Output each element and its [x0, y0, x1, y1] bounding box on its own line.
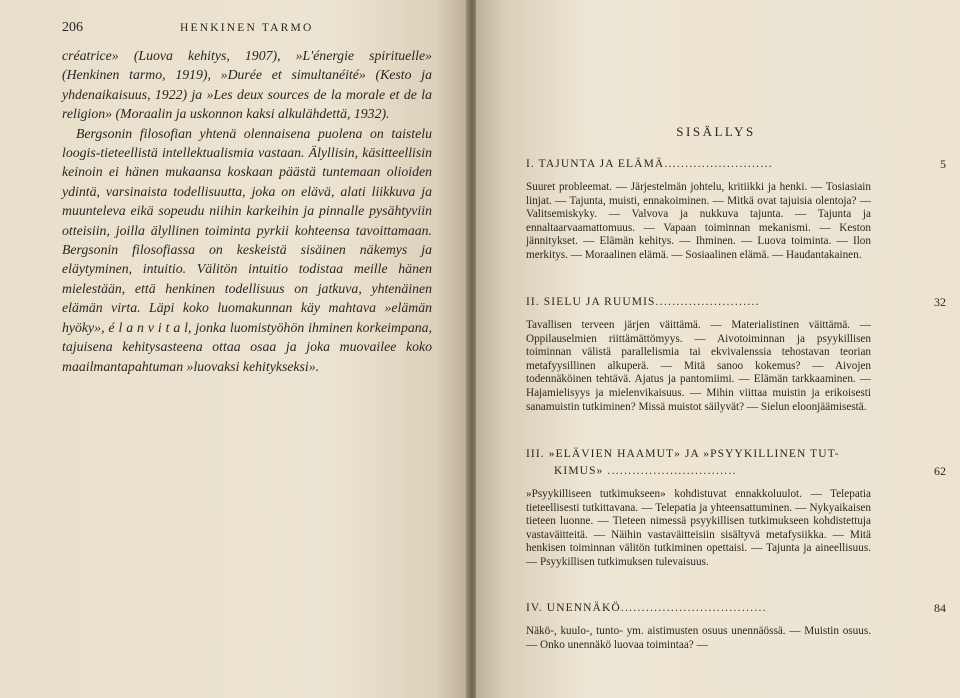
paragraph-1: créatrice» (Luova kehitys, 1907), »L'énergie spirituelle» (Henkinen tarmo, 1919), »Durée et simultanéité» (Kesto ja yhdenaikaisuus, 1922) ja »Les deux sources de la morale et de la religion» (Moraalin ja uskonnon kaksi alkulähdettä, 1932). — [62, 48, 432, 122]
toc-chapter-4 — [526, 600, 946, 652]
leader-dots: ............................... — [607, 465, 737, 477]
chapter-description: »Psyykilliseen tutkimukseen» kohdistuvat ennakkoluulot. — Telepatia tieteellisesti tutkittavana. — Telepatia ja yhteensattuminen. — Nykyaikaisen tieteen luonne. — Tieteen nimessä psyykillisen tutkimukseen kohdistettuja vastaväitteitä. — Näihin vastaväitteisiin sisältyvä metafysiikka. — Mitä henkisen toiminnan välitön tutkiminen opettaisi. — Tajunta ja aineellisuus. — Psyykillisen tutkimuksen tulevaisuus. — [526, 488, 871, 568]
chapter-description: Suuret probleemat. — Järjestelmän johtelu, kritiikki ja henki. — Tosiasiain linjat. — Tajunta, muisti, ennakoiminen. — Mitkä ovat tajuisia olentoja? — Valitsemiskyky. — Valvova ja nukkuva tajunta. — Tajunta ja ennaltaarvaamattomuus. — Vapaan toiminnan mekanismi. — Keston jännitykset. — Elämän kehitys. — Ihminen. — Luova toiminta. — Ilon merkitys. — Moraalinen elämä. — Sosiaalinen elämä. — Haudantakainen. — [526, 181, 871, 261]
toc-chapter-1 — [526, 156, 946, 263]
page-number: 206 — [62, 20, 83, 35]
leader-dots: ......................... — [655, 296, 760, 308]
chapter-title — [526, 156, 946, 173]
toc-chapter-2 — [526, 294, 946, 414]
chapter-title-text: IV. UNENNÄKÖ — [526, 602, 621, 614]
left-page-header — [62, 20, 452, 40]
chapter-description: Näkö-, kuulo-, tunto- ym. aistimusten osuus unennäössä. — Muistin osuus. — Onko unennäkö luovaa toimintaa? — — [526, 625, 871, 651]
left-page — [0, 0, 468, 698]
chapter-page-number: 62 — [934, 464, 946, 478]
toc-heading: SISÄLLYS — [676, 124, 756, 139]
paragraph-2: Bergsonin filosofian yhtenä olennaisena puolena on taistelu loogis-tieteellistä intellektualismia vastaan. Älyllisin, käsitteellisin keinoin ei hänen mukaansa koskaan päästä tuntemaan olioiden ydintä, varsinaista todellisuutta, joka on elävä, alati liikkuva ja muunteleva eikä sopeudu niihin karkeihin ja pinnalle pysähtyviin otteisiin, joilla älyllinen toiminta pyrkii kohteensa tavoittamaan. Bergsonin filosofiassa on keskeistä sisäinen näkemys ja eläytyminen, intuitio. Välitön intuitio todistaa meille hänen mielestään, että henkinen todellisuus on jatkuva, yhtenäinen elämän virta. Läpi koko luomakunnan käy mahtava »elämän hyöky», é l a n v i t a l, jonka luomistyöhön ihminen korkeimpana, tajuisena kehitysasteena ottaa osaa ja joka muovailee koko maailmantapahtuman »luovaksi kehitykseksi». — [62, 125, 432, 374]
chapter-title — [526, 446, 946, 480]
body-text — [62, 46, 432, 376]
chapter-page-number: 5 — [940, 157, 946, 171]
toc-chapter-3 — [526, 446, 946, 570]
chapter-title-continuation — [526, 463, 876, 480]
chapter-title-text: II. SIELU JA RUUMIS — [526, 296, 656, 308]
chapter-title-text: I. TAJUNTA JA ELÄMÄ — [526, 158, 665, 170]
chapter-page-number: 84 — [934, 601, 946, 615]
chapter-title-cont-text: KIMUS» — [554, 465, 604, 477]
chapter-page-number: 32 — [934, 295, 946, 309]
leader-dots: ................................... — [620, 602, 767, 614]
chapter-description: Tavallisen terveen järjen väittämä. — Materialistinen väittämä. — Oppilauselmien riittämättömyys. — Aivotoiminnan ja psyykillisen toiminnan välistä parallelismia tai ekvivalenssia tehostavan teorian metafyysillinen alkuperä. — Mitä sanoo kokemus? — Aivojen todennäköinen tehtävä. Ajatus ja pantomiimi. — Elämän tarkkaaminen. — Hajamielisyys ja mielenvikaisuus. — Mihin viittaa muistin ja erikoisesti sanamuistin tutkiminen? Missä muistot säilyvät? — Sielun eloonjäämisestä. — [526, 319, 871, 413]
leader-dots: .......................... — [664, 158, 773, 170]
chapter-title — [526, 600, 946, 617]
chapter-title-text: III. »ELÄVIEN HAAMUT» JA »PSYYKILLINEN TUT- — [526, 448, 840, 460]
running-head: HENKINEN TARMO — [180, 22, 314, 34]
right-page — [476, 0, 960, 698]
chapter-title — [526, 294, 946, 311]
